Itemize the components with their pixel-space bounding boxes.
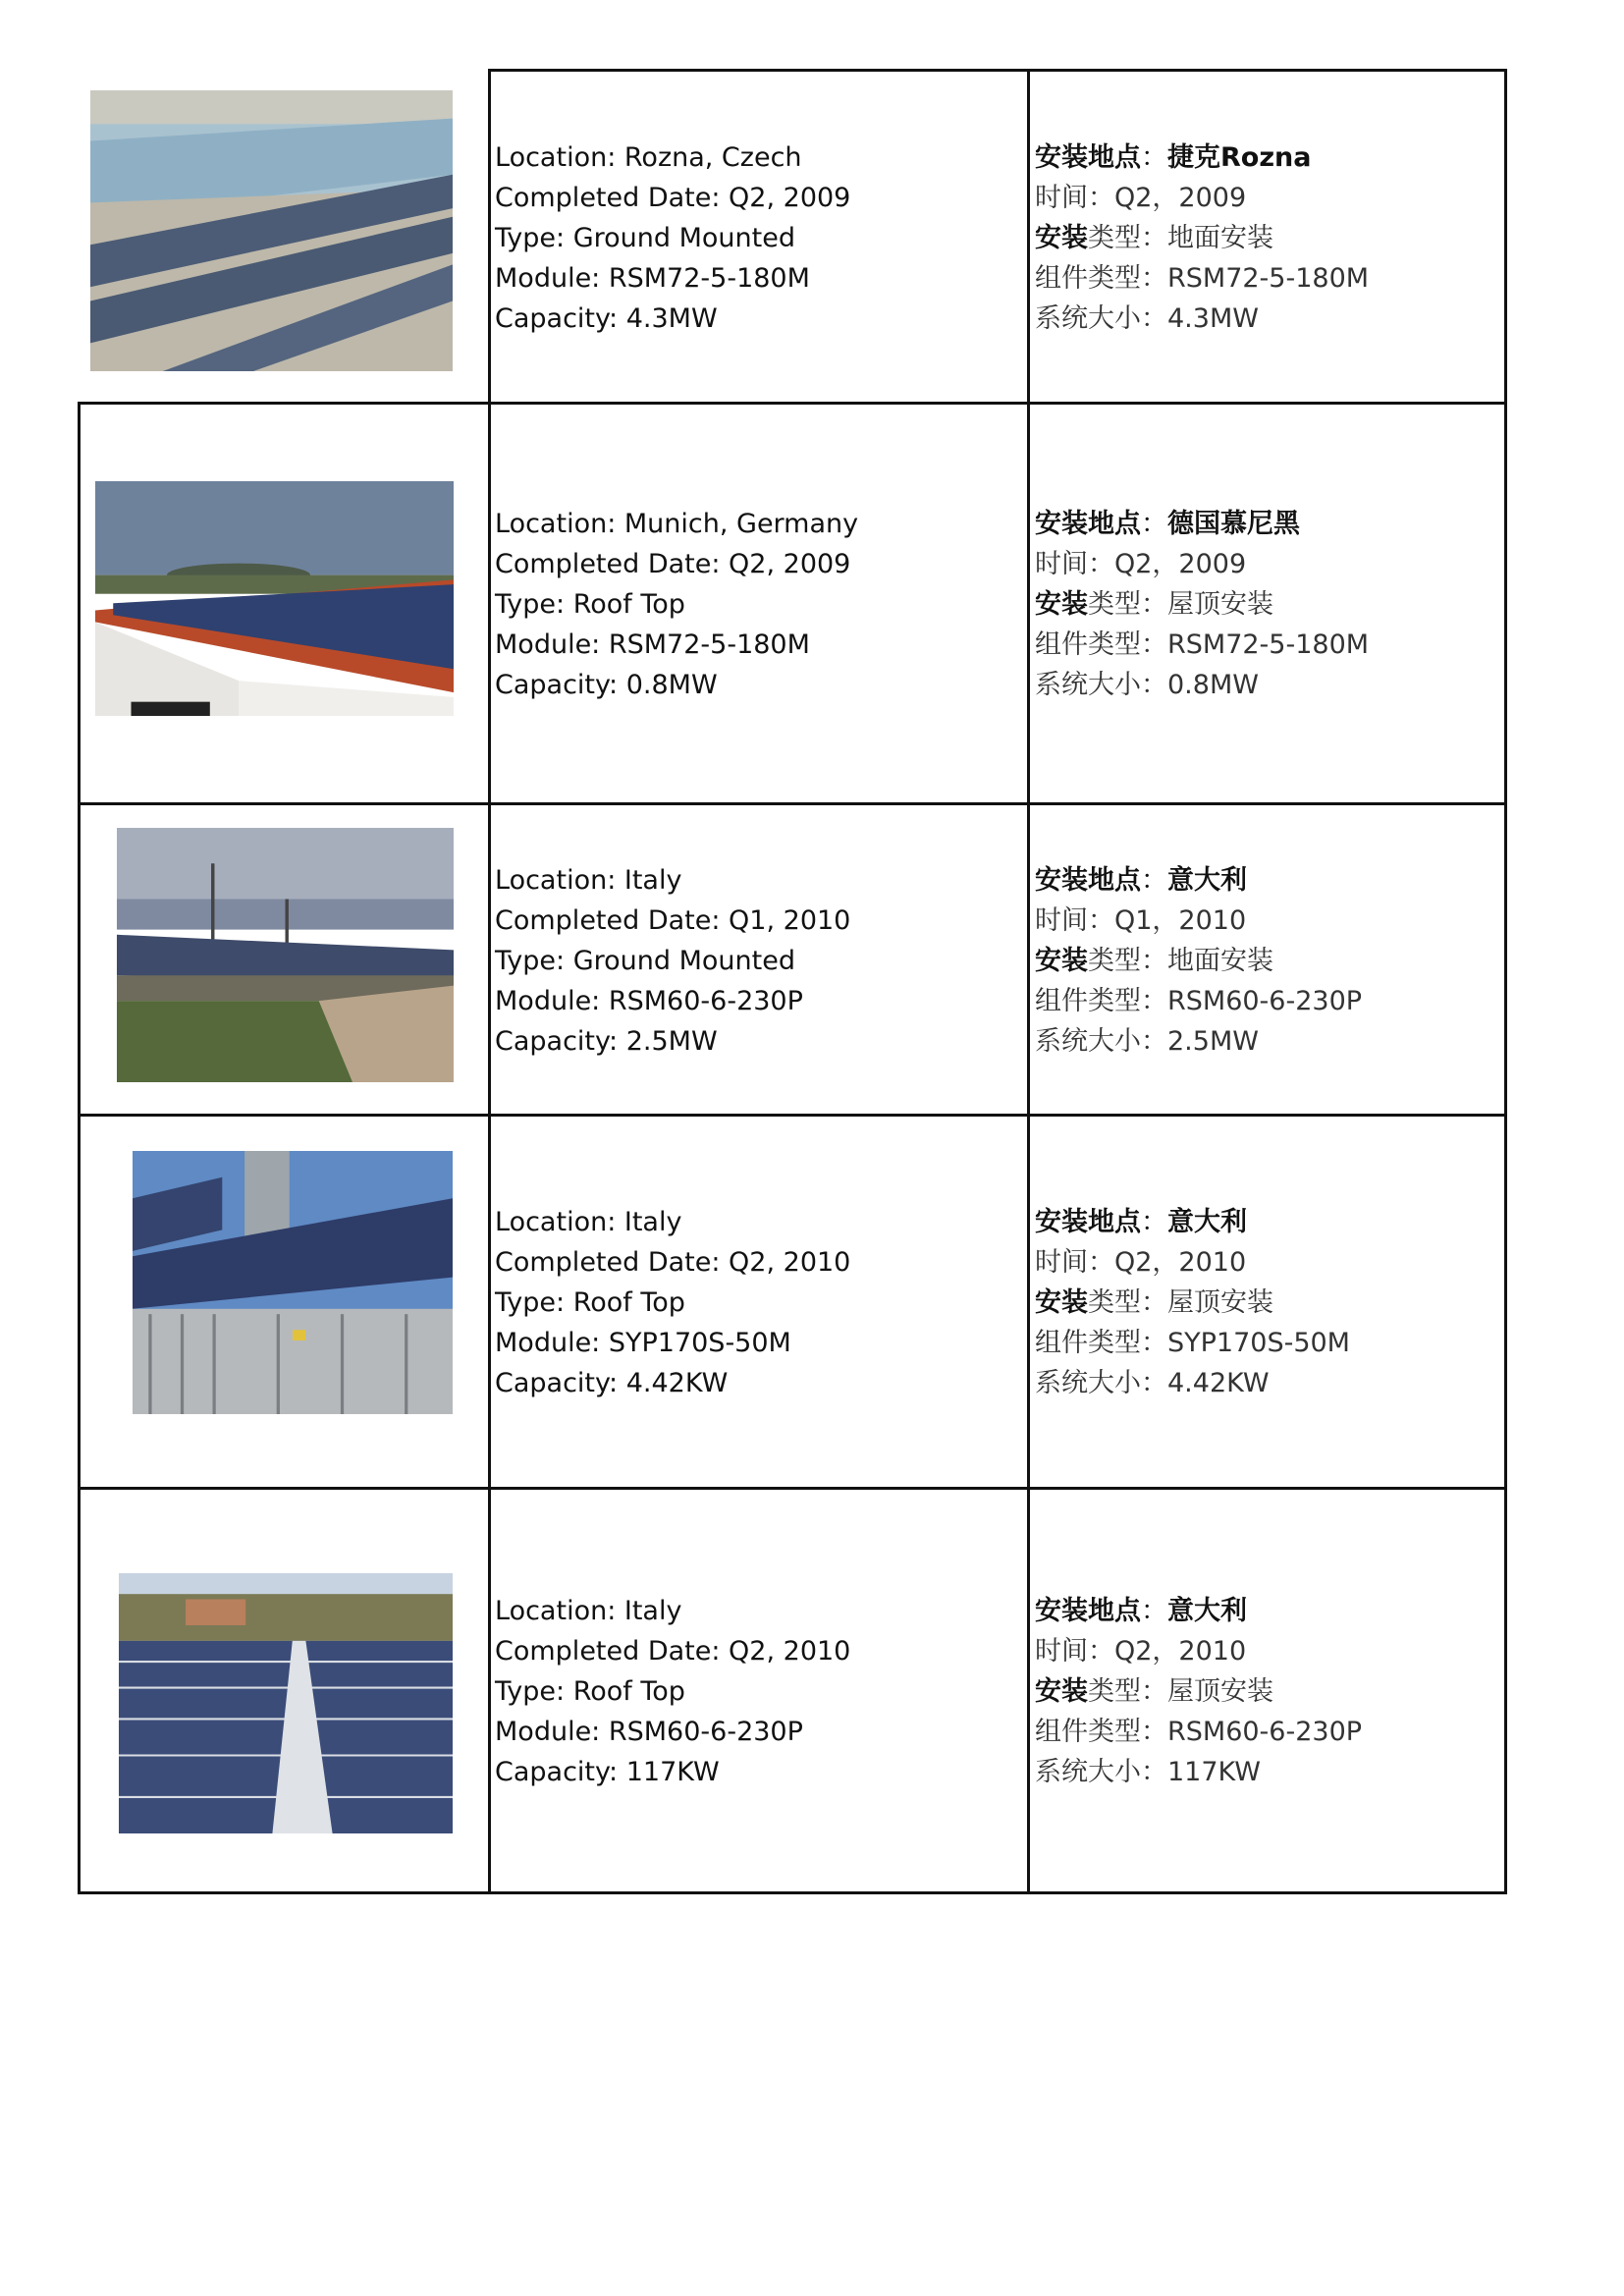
- location-label-zh: 安装地点: [1035, 1207, 1141, 1237]
- type-rest-zh: 类型：屋顶安装: [1088, 1287, 1273, 1318]
- capacity-text: Capacity: 117KW: [495, 1757, 720, 1787]
- chinese-details: [1035, 504, 1369, 705]
- roof-top-barn-photo: [95, 481, 454, 716]
- grid-line: [78, 402, 81, 1894]
- type-label-bold-zh: 安装: [1035, 589, 1088, 620]
- grid-line: [488, 69, 491, 1894]
- completed-date-text: Completed Date: Q2, 2009: [495, 183, 851, 213]
- english-details: [495, 860, 850, 1062]
- location-text: Location: Munich, Germany: [495, 509, 859, 539]
- type-label-bold-zh: 安装: [1035, 946, 1088, 976]
- chinese-details: [1035, 137, 1369, 339]
- module-text: Module: RSM60-6-230P: [495, 986, 803, 1016]
- grid-line: [78, 1487, 1507, 1490]
- type-text: Type: Roof Top: [495, 1676, 685, 1707]
- english-details: [495, 137, 850, 339]
- type-rest-zh: 类型：地面安装: [1088, 946, 1273, 976]
- time-text-zh: 时间：Q2，2010: [1035, 1636, 1247, 1667]
- type-text-zh: [1035, 218, 1369, 258]
- chinese-details: [1035, 1202, 1350, 1403]
- time-text-zh: 时间：Q2，2010: [1035, 1247, 1247, 1278]
- location-text-zh: [1035, 1202, 1350, 1242]
- capacity-text-zh: 系统大小：2.5MW: [1035, 1026, 1259, 1057]
- type-text-zh: [1035, 941, 1362, 981]
- location-text-zh: [1035, 137, 1369, 178]
- location-label-zh: 安装地点: [1035, 865, 1141, 896]
- type-rest-zh: 类型：地面安装: [1088, 223, 1273, 253]
- grid-line: [1504, 69, 1507, 1894]
- type-rest-zh: 类型：屋顶安装: [1088, 589, 1273, 620]
- location-text-zh: [1035, 504, 1369, 544]
- grid-line: [78, 802, 1507, 805]
- location-text: Location: Italy: [495, 1596, 682, 1626]
- module-text-zh: 组件类型：RSM60-6-230P: [1035, 1717, 1363, 1747]
- type-label-bold-zh: 安装: [1035, 1676, 1088, 1707]
- roof-top-tower-photo: [133, 1151, 453, 1414]
- completed-date-text: Completed Date: Q1, 2010: [495, 905, 851, 936]
- location-separator-zh: ：: [1141, 1207, 1167, 1237]
- location-text: Location: Italy: [495, 865, 682, 896]
- grid-line: [78, 1891, 1507, 1894]
- location-text-zh: [1035, 1591, 1362, 1631]
- capacity-text: Capacity: 4.42KW: [495, 1368, 729, 1398]
- module-text: Module: RSM60-6-230P: [495, 1717, 803, 1747]
- type-label-bold-zh: 安装: [1035, 223, 1088, 253]
- completed-date-text: Completed Date: Q2, 2010: [495, 1247, 851, 1278]
- grid-line: [78, 1114, 1507, 1117]
- location-separator-zh: ：: [1141, 865, 1167, 896]
- type-rest-zh: 类型：屋顶安装: [1088, 1676, 1273, 1707]
- module-text-zh: 组件类型：RSM72-5-180M: [1035, 263, 1370, 294]
- capacity-text-zh: 系统大小：4.42KW: [1035, 1368, 1270, 1398]
- location-text: Location: Rozna, Czech: [495, 142, 802, 173]
- capacity-text-zh: 系统大小：4.3MW: [1035, 303, 1259, 334]
- capacity-text: Capacity: 0.8MW: [495, 670, 718, 700]
- grid-line: [488, 69, 1507, 72]
- capacity-text-zh: 系统大小：0.8MW: [1035, 670, 1259, 700]
- type-text: Type: Roof Top: [495, 1287, 685, 1318]
- type-text: Type: Ground Mounted: [495, 223, 795, 253]
- location-label-zh: 安装地点: [1035, 1596, 1141, 1626]
- time-text-zh: 时间：Q2，2009: [1035, 183, 1247, 213]
- english-details: [495, 1202, 850, 1403]
- english-details: [495, 1591, 850, 1792]
- location-text: Location: Italy: [495, 1207, 682, 1237]
- capacity-text-zh: 系统大小：117KW: [1035, 1757, 1261, 1787]
- completed-date-text: Completed Date: Q2, 2010: [495, 1636, 851, 1667]
- location-separator-zh: ：: [1141, 142, 1167, 173]
- type-text: Type: Roof Top: [495, 589, 685, 620]
- roof-top-rows-photo: [119, 1573, 453, 1833]
- ground-mounted-lake-photo: [90, 90, 453, 371]
- chinese-details: [1035, 860, 1362, 1062]
- grid-line: [1027, 69, 1030, 1894]
- capacity-text: Capacity: 4.3MW: [495, 303, 718, 334]
- location-value-zh: 意大利: [1167, 865, 1247, 896]
- grid-line: [78, 402, 1507, 405]
- location-value-zh: 意大利: [1167, 1596, 1247, 1626]
- module-text-zh: 组件类型：RSM60-6-230P: [1035, 986, 1363, 1016]
- chinese-details: [1035, 1591, 1362, 1792]
- location-value-zh: 德国慕尼黑: [1167, 509, 1300, 539]
- time-text-zh: 时间：Q2，2009: [1035, 549, 1247, 579]
- location-label-zh: 安装地点: [1035, 509, 1141, 539]
- location-value-zh: 捷克Rozna: [1167, 142, 1312, 173]
- location-separator-zh: ：: [1141, 509, 1167, 539]
- location-label-zh: 安装地点: [1035, 142, 1141, 173]
- module-text-zh: 组件类型：RSM72-5-180M: [1035, 629, 1370, 660]
- ground-mounted-field-photo: [117, 828, 454, 1082]
- type-label-bold-zh: 安装: [1035, 1287, 1088, 1318]
- module-text: Module: RSM72-5-180M: [495, 629, 810, 660]
- capacity-text: Capacity: 2.5MW: [495, 1026, 718, 1057]
- location-text-zh: [1035, 860, 1362, 901]
- type-text-zh: [1035, 1283, 1350, 1323]
- module-text: Module: SYP170S-50M: [495, 1328, 791, 1358]
- time-text-zh: 时间：Q1，2010: [1035, 905, 1247, 936]
- location-separator-zh: ：: [1141, 1596, 1167, 1626]
- type-text-zh: [1035, 584, 1369, 625]
- location-value-zh: 意大利: [1167, 1207, 1247, 1237]
- type-text: Type: Ground Mounted: [495, 946, 795, 976]
- module-text-zh: 组件类型：SYP170S-50M: [1035, 1328, 1350, 1358]
- module-text: Module: RSM72-5-180M: [495, 263, 810, 294]
- english-details: [495, 504, 858, 705]
- type-text-zh: [1035, 1671, 1362, 1712]
- completed-date-text: Completed Date: Q2, 2009: [495, 549, 851, 579]
